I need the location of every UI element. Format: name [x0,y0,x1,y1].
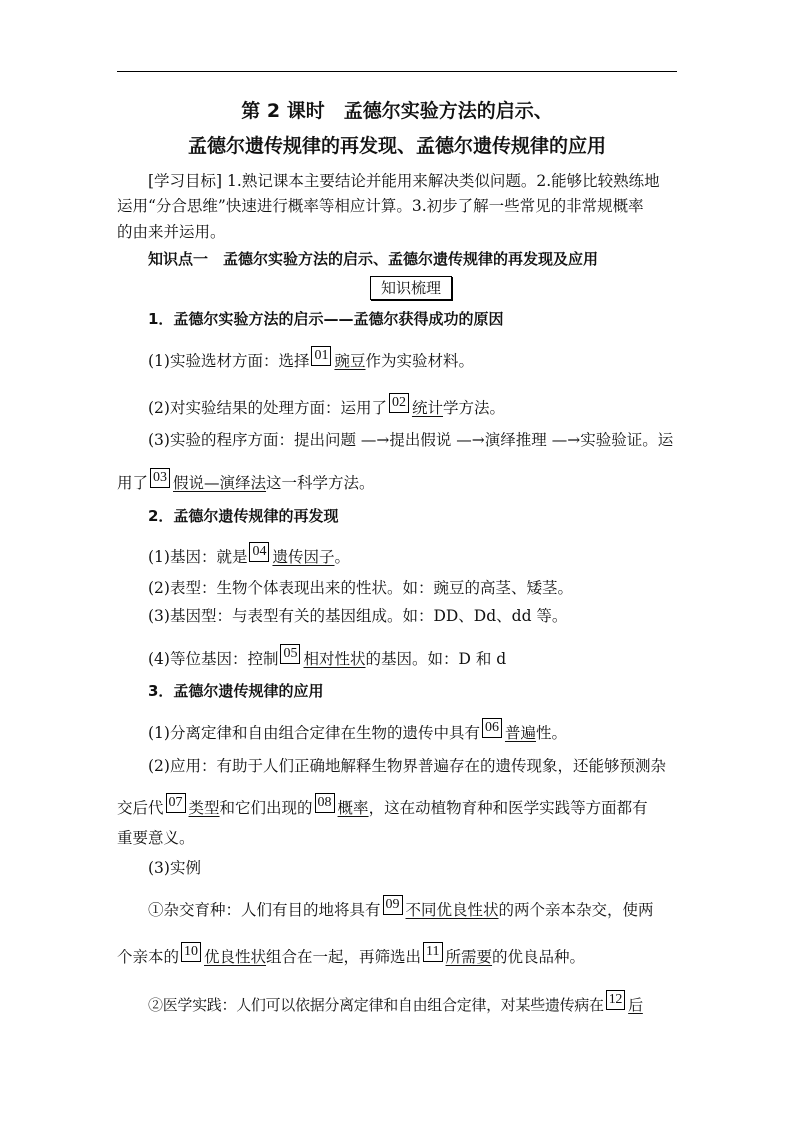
answer-box-07: 07 [166,793,186,813]
knowledge-point-heading: 知识点一 孟德尔实验方法的启示、孟德尔遗传规律的再发现及应用 [148,250,599,268]
s1-item2: (2)对实验结果的处理方面：运用了 02 统计学方法。 [148,395,505,417]
answer-box-08: 08 [315,793,335,813]
s1-item3-line1: (3)实验的程序方面：提出问题 —→提出假说 —→演绎推理 —→实验验证。运 [148,431,674,449]
answer-10: 优良性状 [204,948,267,966]
s2-item4: (4)等位基因：控制 05 相对性状的基因。如：D 和 d [148,646,507,668]
answer-box-05: 05 [280,644,300,664]
answer-box-02: 02 [389,393,409,413]
s3-item1: (1)分离定律和自由组合定律在生物的遗传中具有 06 普遍性。 [148,720,567,742]
s2-item3: (3)基因型：与表型有关的基因组成。如：DD、Dd、dd 等。 [148,607,568,625]
answer-box-04: 04 [249,542,269,562]
answer-06: 普遍 [504,724,536,742]
answer-box-01: 01 [311,346,331,366]
answer-box-03: 03 [150,468,170,488]
objectives-line2: 运用“分合思维”快速进行概率等相应计算。3.初步了解一些常见的非常规概率 [117,197,644,215]
answer-05: 相对性状 [303,650,366,668]
section1-heading: 1．孟德尔实验方法的启示——孟德尔获得成功的原因 [148,310,504,328]
lesson-title-line1: 第 2 课时 孟德尔实验方法的启示、 [241,100,553,122]
s2-item2: (2)表型：生物个体表现出来的性状。如：豌豆的高茎、矮茎。 [148,579,573,597]
section2-heading: 2．孟德尔遗传规律的再发现 [148,507,339,525]
answer-12: 后 [628,996,643,1014]
s3-item2-line3: 重要意义。 [117,829,195,847]
objectives-label: [学习目标] [148,172,223,190]
top-rule [117,71,677,72]
answer-box-09: 09 [383,895,403,915]
objectives-line1: [学习目标] 1.熟记课本主要结论并能用来解决类似问题。2.能够比较熟练地 [148,172,660,190]
section3-heading: 3．孟德尔遗传规律的应用 [148,682,324,700]
answer-box-11: 11 [423,942,442,962]
answer-box-12: 12 [606,990,625,1010]
s3-example1-line2: 个亲本的 10 优良性状组合在一起，再筛选出 11 所需要的优良品种。 [117,944,586,966]
s3-example2-line1: ②医学实践：人们可以依据分离定律和自由组合定律，对某些遗传病在 12 后 [148,992,643,1014]
knowledge-review-box: 知识梳理 [370,276,452,300]
s1-item3-line2: 用了 03 假说—演绎法这一科学方法。 [117,470,375,492]
answer-02: 统计 [411,399,443,417]
objectives-line3: 的由来并运用。 [117,223,226,241]
s3-item2-line1: (2)应用：有助于人们正确地解释生物界普遍存在的遗传现象，还能够预测杂 [148,757,666,775]
answer-03: 假说—演绎法 [173,474,267,492]
s3-item2-line2: 交后代 07 类型和它们出现的 08 概率，这在动植物育种和医学实践等方面都有 [117,795,648,817]
answer-09: 不同优良性状 [405,901,499,919]
answer-07: 类型 [188,799,220,817]
s2-item1: (1)基因：就是 04 遗传因子。 [148,544,350,566]
s1-item1: (1)实验选材方面：选择 01 豌豆作为实验材料。 [148,348,474,370]
answer-box-06: 06 [482,718,502,738]
answer-01: 豌豆 [334,352,366,370]
answer-08: 概率 [337,799,369,817]
answer-04: 遗传因子 [272,548,335,566]
answer-11: 所需要 [445,948,493,966]
s3-example1-line1: ①杂交育种：人们有目的地将具有 09 不同优良性状的两个亲本杂交，使两 [148,897,654,919]
lesson-title-line2: 孟德尔遗传规律的再发现、孟德尔遗传规律的应用 [187,135,606,157]
answer-box-10: 10 [181,942,201,962]
s3-item3: (3)实例 [148,859,201,877]
